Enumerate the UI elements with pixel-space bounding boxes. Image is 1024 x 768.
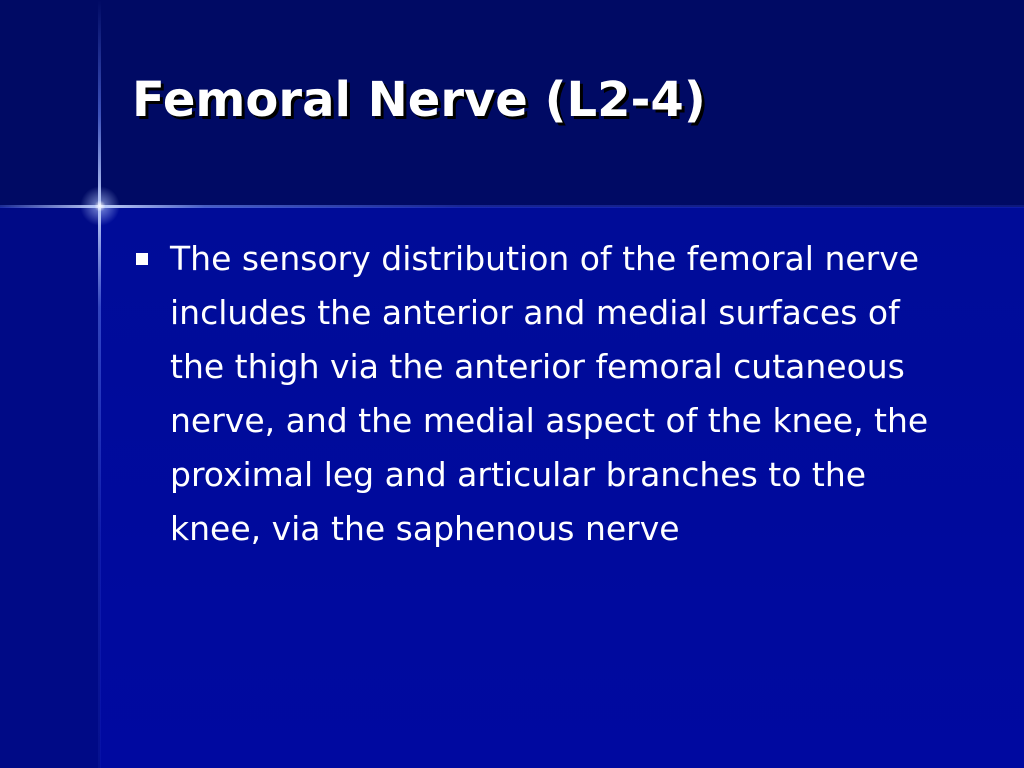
bullet-item [132,232,962,556]
horizontal-accent-line [0,205,1024,208]
bullet-list [132,232,962,556]
square-bullet-icon [136,253,148,265]
bullet-text: The sensory distribution of the femoral nerve includes the anterior and medial surfaces of the thigh via the anterior femoral cutaneous nerve, and the medial aspect of the knee, the proximal leg and articular branches to the knee, via the saphenous nerve [170,239,929,548]
light-flare [80,186,120,226]
vertical-accent-line [98,0,101,768]
slide-title: Femoral Nerve (L2-4) [132,72,706,128]
left-band [0,207,100,768]
